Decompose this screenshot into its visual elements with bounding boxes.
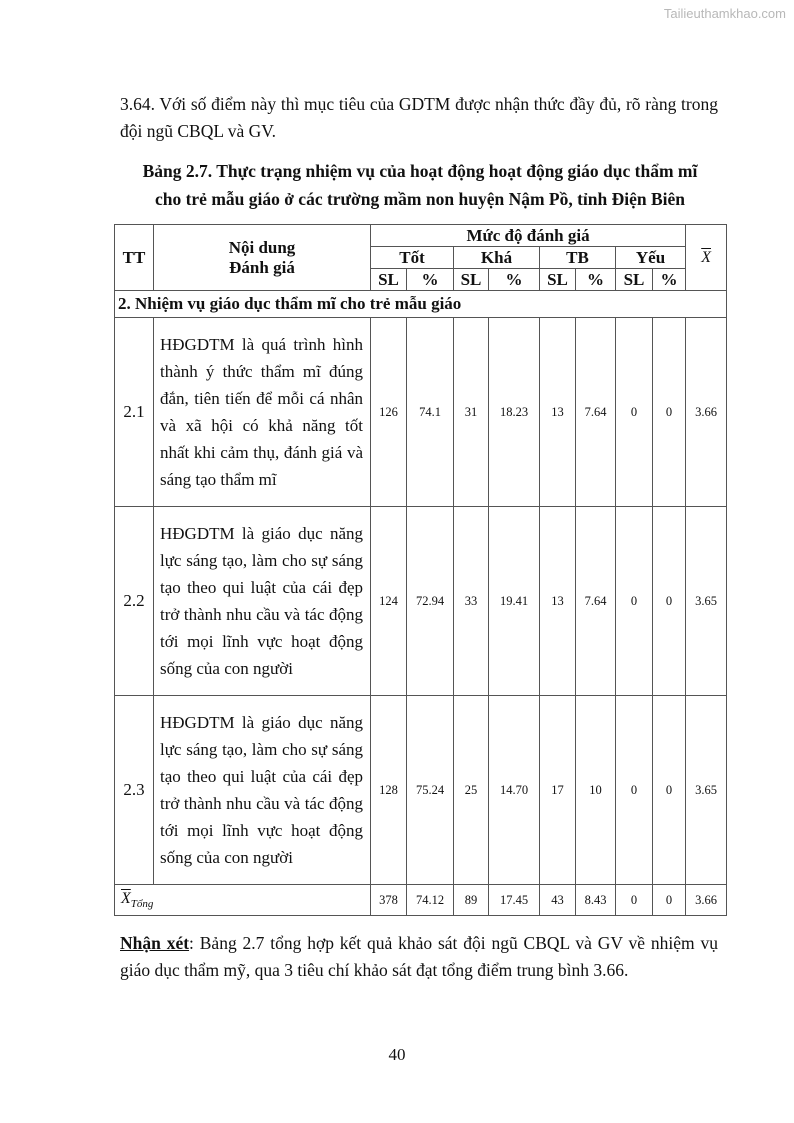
cell: 124 [371, 507, 407, 696]
header-level-kha: Khá [454, 247, 540, 269]
header-sl: SL [454, 269, 489, 291]
header-content [154, 225, 371, 291]
header-content-line2: Đánh giá [229, 257, 295, 277]
cell-mean: 3.65 [686, 696, 727, 885]
watermark: Tailieuthamkhao.com [663, 6, 786, 21]
cell-mean: 3.66 [686, 318, 727, 507]
cell: 13 [540, 507, 576, 696]
cell: 25 [454, 696, 489, 885]
header-content-line1: Nội dung [228, 237, 296, 257]
cell: 33 [454, 507, 489, 696]
section-row [115, 291, 727, 318]
cell-mean: 3.66 [686, 885, 727, 916]
cell: 0 [616, 696, 653, 885]
total-row [115, 885, 727, 916]
row-tt: 2.3 [115, 696, 154, 885]
x-bar-symbol: $\overline{X}$ [701, 249, 711, 266]
cell: 19.41 [489, 507, 540, 696]
row-tt: 2.2 [115, 507, 154, 696]
header-sl: SL [371, 269, 407, 291]
cell: 89 [454, 885, 489, 916]
remark-text: : Bảng 2.7 tổng hợp kết quả khảo sát đội ngũ CBQL và GV về nhiệm vụ giáo dục thẩm mỹ, qua 3 tiêu chí khảo sát đạt tổng điểm trung bình 3.66. [120, 933, 718, 980]
row-content: HĐGDTM là giáo dục năng lực sáng tạo, làm cho sự sáng tạo theo qui luật của cái đẹp trở thành nhu cầu và tác động tới mọi lĩnh vực hoạt động sống của con người [154, 507, 371, 696]
cell: 126 [371, 318, 407, 507]
x-bar-symbol: $\overline{X}$ [121, 889, 131, 907]
cell: 7.64 [576, 507, 616, 696]
assessment-table [114, 224, 727, 916]
cell: 0 [653, 885, 686, 916]
cell: 13 [540, 318, 576, 507]
cell: 31 [454, 318, 489, 507]
cell: 378 [371, 885, 407, 916]
cell: 72.94 [407, 507, 454, 696]
cell: 0 [616, 318, 653, 507]
total-label [115, 885, 371, 916]
table-row [115, 507, 727, 696]
cell: 10 [576, 696, 616, 885]
cell: 0 [616, 507, 653, 696]
intro-paragraph: 3.64. Với số điểm này thì mục tiêu của GDTM được nhận thức đầy đủ, rõ ràng trong đội ngũ CBQL và GV. [120, 94, 718, 141]
cell: 14.70 [489, 696, 540, 885]
table-row [115, 696, 727, 885]
table-caption [110, 157, 730, 213]
header-level-tb: TB [540, 247, 616, 269]
header-level-yeu: Yếu [616, 247, 686, 269]
header-pct: % [576, 269, 616, 291]
section-title: 2. Nhiệm vụ giáo dục thẩm mĩ cho trẻ mẫu giáo [118, 294, 462, 313]
cell: 75.24 [407, 696, 454, 885]
row-content: HĐGDTM là giáo dục năng lực sáng tạo, làm cho sự sáng tạo theo qui luật của cái đẹp trở thành nhu cầu và tác động tới mọi lĩnh vực hoạt động sống của con người [154, 696, 371, 885]
header-sl: SL [540, 269, 576, 291]
cell: 18.23 [489, 318, 540, 507]
row-tt: 2.1 [115, 318, 154, 507]
cell: 0 [653, 696, 686, 885]
cell: 17.45 [489, 885, 540, 916]
cell: 74.12 [407, 885, 454, 916]
header-pct: % [653, 269, 686, 291]
cell: 7.64 [576, 318, 616, 507]
header-mean [686, 225, 727, 291]
caption-line-1: Bảng 2.7. Thực trạng nhiệm vụ của hoạt động hoạt động giáo dục thẩm mĩ [142, 161, 698, 181]
caption-line-2: cho trẻ mẫu giáo ở các trường mầm non huyện Nậm Pồ, tỉnh Điện Biên [154, 189, 686, 209]
total-subscript: Tổng [130, 898, 154, 911]
cell: 0 [653, 507, 686, 696]
remark-label: Nhận xét [120, 933, 190, 953]
header-pct: % [489, 269, 540, 291]
header-pct: % [407, 269, 454, 291]
header-level-tot: Tốt [371, 247, 454, 269]
cell: 128 [371, 696, 407, 885]
row-content: HĐGDTM là quá trình hình thành ý thức thẩm mĩ đúng đắn, tiên tiến để mỗi cá nhân và xã hội có khả năng tốt nhất khi cảm thụ, đánh giá và sáng tạo thẩm mĩ [154, 318, 371, 507]
header-tt: TT [115, 225, 154, 291]
cell-mean: 3.65 [686, 507, 727, 696]
header-sl: SL [616, 269, 653, 291]
cell: 0 [616, 885, 653, 916]
table-row [115, 318, 727, 507]
cell: 8.43 [576, 885, 616, 916]
remark-paragraph [120, 930, 718, 984]
cell: 17 [540, 696, 576, 885]
cell: 0 [653, 318, 686, 507]
page-number: 40 [388, 1045, 406, 1064]
cell: 74.1 [407, 318, 454, 507]
cell: 43 [540, 885, 576, 916]
header-group: Mức độ đánh giá [371, 225, 686, 247]
